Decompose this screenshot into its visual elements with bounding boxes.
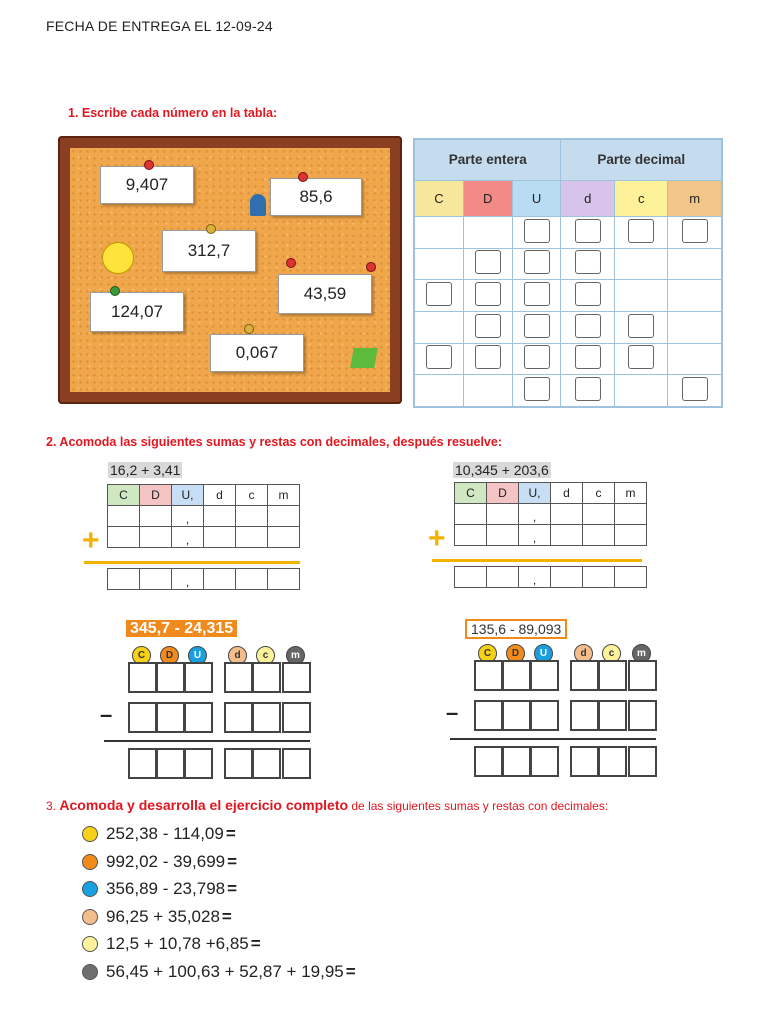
table-cell	[512, 311, 561, 343]
digit-cell[interactable]	[268, 569, 300, 590]
sticky-note-icon	[350, 348, 378, 368]
number-card: 85,6	[270, 178, 362, 216]
digit-cell[interactable]: ,	[519, 567, 551, 588]
operation-label	[465, 621, 567, 639]
column-header: D	[140, 485, 172, 506]
result-grid-2	[454, 566, 647, 588]
digit-cell[interactable]: ,	[519, 525, 551, 546]
table-cell	[561, 343, 615, 375]
answer-box[interactable]	[524, 250, 550, 274]
place-dot-c: c	[256, 646, 275, 665]
column-header: D	[487, 483, 519, 504]
digit-cell[interactable]	[140, 506, 172, 527]
pin-icon	[298, 172, 308, 182]
digit-box[interactable]	[502, 746, 531, 777]
header-decimal-part: Parte decimal	[561, 140, 722, 181]
title-rest: de las siguientes sumas y restas con decimales:	[348, 799, 609, 813]
table-cell	[415, 311, 464, 343]
answer-box[interactable]	[628, 345, 654, 369]
digit-cell[interactable]	[204, 506, 236, 527]
corkboard	[58, 136, 402, 404]
table-cell	[614, 248, 668, 280]
exercise-text: 356,89 - 23,798	[106, 879, 226, 898]
answer-box[interactable]	[628, 314, 654, 338]
column-header-d: d	[561, 180, 615, 216]
number-card: 312,7	[162, 230, 256, 272]
digit-cell[interactable]: ,	[172, 506, 204, 527]
digit-box[interactable]	[530, 746, 559, 777]
digit-box[interactable]	[156, 748, 185, 779]
result-row[interactable]	[108, 569, 300, 590]
cork-surface	[70, 148, 390, 392]
digit-box[interactable]	[530, 660, 559, 691]
column-header-row	[455, 483, 647, 504]
exercise-item	[82, 934, 261, 954]
digit-box[interactable]	[530, 700, 559, 731]
column-header-c: c	[614, 180, 668, 216]
digit-box[interactable]	[570, 746, 599, 777]
table-cell	[463, 343, 512, 375]
circle-icon	[82, 881, 98, 897]
exercise-text: 56,45 + 100,63 + 52,87 + 19,95	[106, 961, 344, 981]
table-cell	[668, 343, 722, 375]
digit-cell[interactable]	[551, 525, 583, 546]
column-header-row	[108, 485, 300, 506]
equals-sign: =	[227, 879, 238, 898]
table-cell	[668, 216, 722, 248]
digit-box[interactable]	[128, 748, 157, 779]
digit-cell[interactable]	[487, 567, 519, 588]
digit-cell[interactable]	[204, 527, 236, 548]
circle-icon	[82, 854, 98, 870]
minus-sign: –	[100, 702, 113, 727]
digit-box[interactable]	[128, 702, 157, 733]
pin-icon	[144, 160, 154, 170]
digit-box[interactable]	[252, 748, 281, 779]
answer-box[interactable]	[628, 219, 654, 243]
digit-box[interactable]	[184, 662, 213, 693]
place-dot-c: c	[602, 644, 621, 663]
answer-box[interactable]	[475, 282, 501, 306]
result-row[interactable]	[455, 567, 647, 588]
column-header: c	[583, 483, 615, 504]
digit-box[interactable]	[252, 702, 281, 733]
digit-cell[interactable]	[615, 567, 647, 588]
pin-icon	[366, 262, 376, 272]
digit-box[interactable]	[156, 702, 185, 733]
number-card: 0,067	[210, 334, 304, 372]
table-cell	[614, 375, 668, 407]
answer-box[interactable]	[524, 345, 550, 369]
question-number: 3.	[46, 799, 57, 813]
table-cell	[512, 280, 561, 312]
place-dot-m: m	[632, 644, 651, 663]
answer-box[interactable]	[426, 282, 452, 306]
digit-cell[interactable]	[615, 525, 647, 546]
question-1-title: 1. Escribe cada número en la tabla:	[68, 106, 278, 120]
sum-line	[84, 561, 300, 564]
table-cell	[463, 248, 512, 280]
column-header: c	[236, 485, 268, 506]
number-card: 43,59	[278, 274, 372, 314]
digit-box[interactable]	[628, 700, 657, 731]
digit-cell[interactable]	[236, 569, 268, 590]
place-dot-U: U	[534, 644, 553, 663]
operation-text: 10,345 + 203,6	[455, 462, 549, 478]
exercise-text: 12,5 + 10,78 +6,85	[106, 934, 249, 953]
equals-sign: =	[221, 906, 232, 926]
digit-box[interactable]	[156, 662, 185, 693]
table-cell	[415, 280, 464, 312]
table-cell	[668, 280, 722, 312]
column-header: C	[108, 485, 140, 506]
answer-box[interactable]	[524, 219, 550, 243]
table-cell	[614, 343, 668, 375]
question-3-title	[46, 797, 608, 813]
answer-box[interactable]	[524, 314, 550, 338]
pin-icon	[110, 286, 120, 296]
table-cell	[512, 343, 561, 375]
digit-cell[interactable]	[108, 569, 140, 590]
digit-cell[interactable]	[551, 567, 583, 588]
plus-sign: +	[82, 524, 100, 557]
pin-icon	[244, 324, 254, 334]
digit-cell[interactable]	[140, 527, 172, 548]
table-cell	[512, 248, 561, 280]
digit-cell[interactable]	[204, 569, 236, 590]
digit-box[interactable]	[282, 702, 311, 733]
circle-icon	[82, 964, 98, 980]
addend-row[interactable]	[108, 527, 300, 548]
answer-box[interactable]	[682, 377, 708, 401]
digit-cell[interactable]: ,	[172, 527, 204, 548]
exercise-item	[82, 962, 356, 982]
exercise-item	[82, 824, 236, 844]
pin-icon	[286, 258, 296, 268]
digit-box[interactable]	[474, 700, 503, 731]
place-dot-m: m	[286, 646, 305, 665]
table-cell	[668, 311, 722, 343]
operation-text: 345,7 - 24,315	[126, 620, 237, 637]
table-cell	[512, 375, 561, 407]
digit-cell[interactable]	[236, 506, 268, 527]
table-row	[415, 343, 722, 375]
column-header: U,	[172, 485, 204, 506]
digit-cell[interactable]	[268, 506, 300, 527]
column-header: d	[551, 483, 583, 504]
answer-box[interactable]	[475, 250, 501, 274]
table-row	[415, 248, 722, 280]
addend-row[interactable]	[455, 525, 647, 546]
table-cell	[561, 311, 615, 343]
digit-box[interactable]	[474, 746, 503, 777]
exercise-item	[82, 879, 237, 899]
table-cell	[561, 248, 615, 280]
column-header-C: C	[415, 180, 464, 216]
table-cell	[415, 375, 464, 407]
table-row	[415, 280, 722, 312]
digit-box[interactable]	[184, 748, 213, 779]
operation-label	[108, 462, 182, 480]
digit-cell[interactable]	[455, 567, 487, 588]
question-2-title: 2. Acomoda las siguientes sumas y restas con decimales, después resuelve:	[46, 435, 502, 449]
digit-box[interactable]	[628, 660, 657, 691]
place-dot-C: C	[478, 644, 497, 663]
digit-box[interactable]	[570, 700, 599, 731]
column-header: U,	[519, 483, 551, 504]
result-grid-1	[107, 568, 300, 590]
subtraction-line	[450, 738, 656, 740]
digit-box[interactable]	[598, 700, 627, 731]
minus-sign: –	[446, 700, 459, 725]
digit-cell[interactable]	[108, 506, 140, 527]
digit-box[interactable]	[474, 660, 503, 691]
smiley-icon	[102, 242, 134, 274]
pin-icon	[206, 224, 216, 234]
answer-box[interactable]	[524, 377, 550, 401]
operation-text: 16,2 + 3,41	[110, 462, 181, 478]
exercise-text: 96,25 + 35,028	[106, 906, 220, 926]
subtraction-block-2	[446, 642, 656, 776]
digit-cell[interactable]	[268, 527, 300, 548]
operation-label	[453, 462, 551, 480]
digit-cell[interactable]: ,	[172, 569, 204, 590]
subtraction-block-1	[100, 644, 315, 778]
digit-box[interactable]	[128, 662, 157, 693]
table-cell	[561, 280, 615, 312]
table-row	[415, 311, 722, 343]
equals-sign: =	[250, 934, 261, 953]
digit-box[interactable]	[224, 748, 253, 779]
table-cell	[415, 216, 464, 248]
equals-sign: =	[345, 961, 356, 981]
digit-cell[interactable]	[583, 525, 615, 546]
digit-box[interactable]	[282, 748, 311, 779]
answer-box[interactable]	[475, 314, 501, 338]
table-cell	[463, 375, 512, 407]
addition-grid-1	[107, 484, 300, 548]
table-row	[415, 375, 722, 407]
column-header: d	[204, 485, 236, 506]
digit-box[interactable]	[224, 702, 253, 733]
digit-cell[interactable]	[583, 504, 615, 525]
table-cell	[561, 375, 615, 407]
circle-icon	[82, 936, 98, 952]
place-dot-U: U	[188, 646, 207, 665]
table-row	[415, 216, 722, 248]
equals-sign: =	[225, 824, 236, 843]
digit-cell[interactable]	[455, 525, 487, 546]
operation-text: 135,6 - 89,093	[465, 619, 567, 639]
exercise-item	[82, 852, 237, 872]
digit-cell[interactable]	[583, 567, 615, 588]
circle-icon	[82, 826, 98, 842]
table-cell	[614, 216, 668, 248]
answer-box[interactable]	[682, 219, 708, 243]
header-integer-part: Parte entera	[415, 140, 561, 181]
digit-cell[interactable]	[487, 504, 519, 525]
answer-box[interactable]	[575, 377, 601, 401]
answer-box[interactable]	[426, 345, 452, 369]
digit-box[interactable]	[598, 660, 627, 691]
place-dot-D: D	[506, 644, 525, 663]
robot-icon	[250, 194, 266, 216]
circle-icon	[82, 909, 98, 925]
digit-box[interactable]	[628, 746, 657, 777]
answer-box[interactable]	[475, 345, 501, 369]
table-cell	[668, 375, 722, 407]
column-header-U: U	[512, 180, 561, 216]
digit-box[interactable]	[282, 662, 311, 693]
digit-cell[interactable]	[615, 504, 647, 525]
digit-box[interactable]	[224, 662, 253, 693]
table-cell	[561, 216, 615, 248]
answer-box[interactable]	[524, 282, 550, 306]
column-header: C	[455, 483, 487, 504]
operation-label	[126, 620, 237, 638]
title-bold: Acomoda y desarrolla el ejercicio completo	[56, 797, 349, 813]
table-cell	[415, 248, 464, 280]
table-cell	[415, 343, 464, 375]
digit-cell[interactable]	[455, 504, 487, 525]
sum-line	[432, 559, 642, 562]
digit-cell[interactable]	[108, 527, 140, 548]
digit-cell[interactable]: ,	[519, 504, 551, 525]
addend-row[interactable]	[108, 506, 300, 527]
place-dot-d: d	[574, 644, 593, 663]
place-dot-D: D	[160, 646, 179, 665]
plus-sign: +	[428, 522, 446, 555]
answer-box[interactable]	[575, 282, 601, 306]
table-cell	[614, 311, 668, 343]
table-cell	[463, 216, 512, 248]
addition-grid-2	[454, 482, 647, 546]
digit-box[interactable]	[502, 660, 531, 691]
answer-box[interactable]	[575, 250, 601, 274]
column-header-m: m	[668, 180, 722, 216]
digit-cell[interactable]	[140, 569, 172, 590]
table-cell	[463, 311, 512, 343]
digit-box[interactable]	[570, 660, 599, 691]
delivery-date: FECHA DE ENTREGA EL 12-09-24	[46, 18, 273, 34]
column-header-D: D	[463, 180, 512, 216]
place-dot-d: d	[228, 646, 247, 665]
table-cell	[512, 216, 561, 248]
table-cell	[614, 280, 668, 312]
digit-cell[interactable]	[551, 504, 583, 525]
column-header: m	[615, 483, 647, 504]
table-cell	[463, 280, 512, 312]
digit-box[interactable]	[598, 746, 627, 777]
table-cell	[668, 248, 722, 280]
place-dot-C: C	[132, 646, 151, 665]
digit-box[interactable]	[502, 700, 531, 731]
answer-box[interactable]	[575, 219, 601, 243]
exercise-text: 992,02 - 39,699	[106, 851, 226, 871]
answer-box[interactable]	[575, 345, 601, 369]
column-header: m	[268, 485, 300, 506]
number-card: 9,407	[100, 166, 194, 204]
equals-sign: =	[227, 851, 238, 871]
number-card: 124,07	[90, 292, 184, 332]
digit-box[interactable]	[252, 662, 281, 693]
digit-cell[interactable]	[236, 527, 268, 548]
subtraction-line	[104, 740, 310, 742]
addend-row[interactable]	[455, 504, 647, 525]
place-value-table	[413, 138, 723, 408]
exercise-item	[82, 907, 232, 927]
answer-box[interactable]	[575, 314, 601, 338]
digit-cell[interactable]	[487, 525, 519, 546]
digit-box[interactable]	[184, 702, 213, 733]
exercise-text: 252,38 - 114,09	[106, 824, 224, 843]
